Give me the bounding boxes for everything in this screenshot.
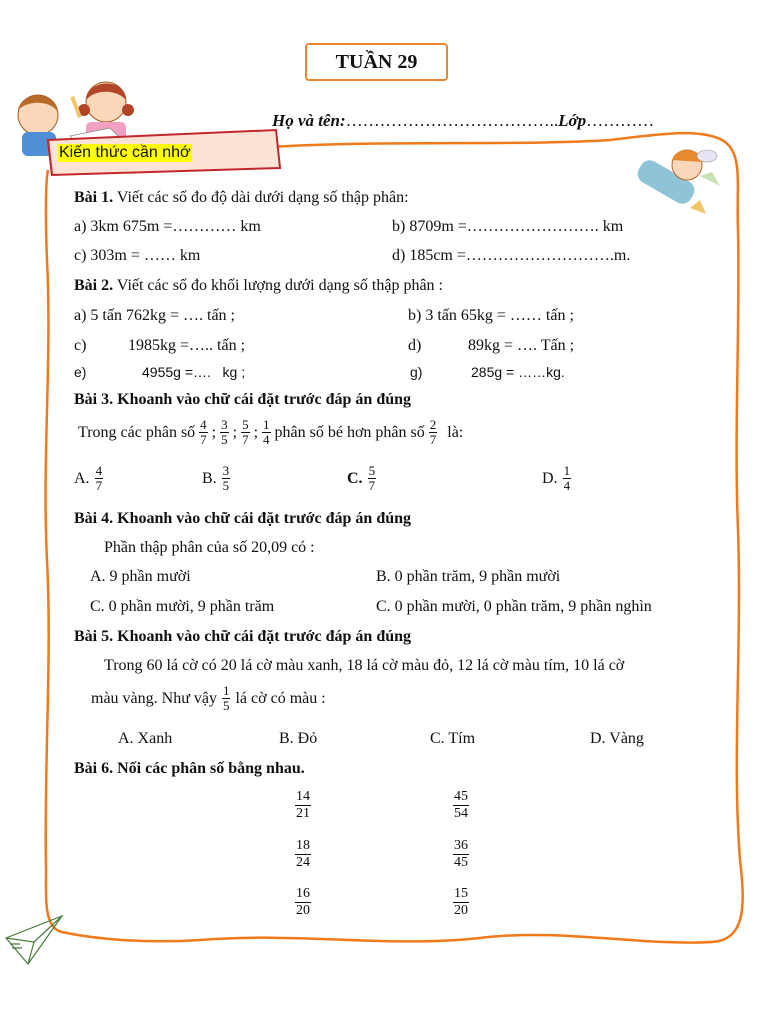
name-dots[interactable]: ……………………………….. — [345, 111, 559, 130]
denominator: 20 — [454, 903, 468, 918]
bai5-title: Bài 5. Khoanh vào chữ cái đặt trước đáp án đúng — [74, 628, 412, 645]
numerator: 4 — [95, 463, 103, 478]
bai2-e-label: e) — [74, 364, 87, 380]
numerator: 2 — [429, 417, 437, 432]
bai6-right-fraction-1[interactable] — [452, 789, 470, 822]
numerator: 3 — [221, 417, 228, 432]
bai5-option-d[interactable]: D. Vàng — [590, 730, 644, 747]
bai3-q-prefix: Trong các phân số — [78, 423, 196, 441]
denominator: 7 — [242, 432, 249, 447]
bai6-right-fraction-3[interactable] — [452, 886, 470, 919]
fraction — [95, 464, 104, 493]
option-letter: C. — [347, 469, 363, 487]
fraction — [222, 684, 231, 713]
numerator: 1 — [563, 463, 571, 478]
denominator: 5 — [222, 698, 230, 713]
bai3-title: Bài 3. Khoanh vào chữ cái đặt trước đáp án đúng — [74, 391, 412, 408]
bai5-option-c[interactable]: C. Tím — [430, 730, 476, 747]
denominator: 7 — [200, 432, 207, 447]
option-letter: A. — [74, 469, 90, 487]
bai5-line2-prefix: màu vàng. Như vậy — [91, 689, 217, 707]
separator: ; — [232, 423, 238, 441]
denominator: 54 — [454, 806, 468, 821]
bai6-left-fraction-3[interactable] — [294, 886, 312, 919]
numerator: 1 — [222, 683, 230, 698]
fraction — [368, 464, 377, 493]
option-letter: B. — [202, 469, 217, 487]
bai2-d-label: d) — [408, 337, 422, 354]
fraction — [220, 418, 229, 447]
denominator: 5 — [222, 478, 230, 493]
bai2-c: 1985kg =….. tấn ; — [128, 337, 246, 354]
bai6-left-fraction-1[interactable] — [294, 789, 312, 822]
fraction — [563, 464, 572, 493]
bai5-line1: Trong 60 lá cờ có 20 lá cờ màu xanh, 18 lá cờ màu đỏ, 12 lá cờ màu tím, 10 lá cờ — [104, 657, 625, 674]
bai3-q-mid: phân số bé hơn phân số — [274, 423, 425, 441]
bai5-line2-suffix: lá cờ có màu : — [235, 689, 326, 707]
class-label: Lớp — [558, 111, 587, 130]
bai1-b: b) 8709m =……………………. km — [392, 218, 624, 235]
bai5-line2 — [91, 684, 326, 713]
bai4-title: Bài 4. Khoanh vào chữ cái đặt trước đáp án đúng — [74, 510, 412, 527]
bai6-title: Bài 6. Nối các phân số bằng nhau. — [74, 760, 305, 777]
fraction — [453, 838, 469, 871]
bai4-question: Phần thập phân của số 20,09 có : — [104, 539, 315, 556]
denominator: 24 — [296, 855, 310, 870]
denominator: 7 — [429, 432, 437, 447]
bai3-question — [78, 418, 463, 447]
paper-plane-icon — [6, 916, 62, 964]
denominator: 20 — [296, 903, 310, 918]
numerator: 4 — [200, 417, 207, 432]
bai2-label: Bài 2. — [74, 277, 114, 294]
bai2-heading — [74, 277, 443, 295]
bai1-label: Bài 1. — [74, 189, 114, 206]
numerator: 18 — [296, 838, 310, 853]
fraction — [222, 464, 231, 493]
bai1-d: d) 185cm =……………………….m. — [392, 247, 631, 264]
name-line — [272, 111, 654, 131]
bai5-option-b[interactable]: B. Đỏ — [279, 730, 318, 747]
bai3-option-c[interactable] — [347, 464, 377, 493]
banner-label: Kiến thức cần nhớ — [59, 144, 191, 161]
bai4-option-a[interactable]: A. 9 phần mười — [90, 568, 191, 585]
fraction — [429, 418, 438, 447]
class-dots[interactable]: ………… — [586, 111, 655, 130]
bai6-left-fraction-2[interactable] — [294, 838, 312, 871]
bai1-c: c) 303m = …… km — [74, 247, 201, 264]
numerator: 14 — [296, 789, 310, 804]
numerator: 1 — [263, 417, 270, 432]
fraction — [199, 418, 208, 447]
bai3-option-b[interactable] — [202, 464, 231, 493]
bai2-b: b) 3 tấn 65kg = …… tấn ; — [408, 307, 574, 324]
bai1-text: Viết các số đo độ dài dưới dạng số thập phân: — [116, 189, 409, 206]
bai2-text: Viết các số đo khối lượng dưới dạng số thập phân : — [116, 277, 443, 294]
fraction — [453, 886, 469, 919]
fraction — [453, 789, 469, 822]
bai4-option-d[interactable]: C. 0 phần mười, 0 phần trăm, 9 phần nghìn — [376, 598, 652, 615]
bai5-option-a[interactable]: A. Xanh — [118, 730, 173, 747]
bai4-option-c[interactable]: C. 0 phần mười, 9 phần trăm — [90, 598, 275, 615]
week-title: TUẦN 29 — [305, 43, 448, 81]
denominator: 45 — [454, 855, 468, 870]
bai3-option-a[interactable] — [74, 464, 104, 493]
fraction — [295, 838, 311, 871]
denominator: 7 — [95, 478, 103, 493]
numerator: 5 — [368, 463, 376, 478]
numerator: 45 — [454, 789, 468, 804]
bai6-right-fraction-2[interactable] — [452, 838, 470, 871]
bai1-a: a) 3km 675m =………… km — [74, 218, 261, 235]
denominator: 7 — [368, 478, 376, 493]
separator: ; — [253, 423, 259, 441]
bai2-g-label: g) — [410, 364, 423, 380]
bai1-heading — [74, 189, 409, 207]
bai3-option-d[interactable] — [542, 464, 572, 493]
fraction — [295, 789, 311, 822]
numerator: 16 — [296, 886, 310, 901]
numerator: 5 — [242, 417, 249, 432]
numerator: 3 — [222, 463, 230, 478]
fraction — [241, 418, 250, 447]
girl-with-pencil-icon — [634, 150, 720, 214]
bai2-c-label: c) — [74, 337, 87, 354]
fraction — [295, 886, 311, 919]
denominator: 4 — [563, 478, 571, 493]
bai2-g: 285g = ……kg. — [471, 364, 565, 380]
numerator: 15 — [454, 886, 468, 901]
numerator: 36 — [454, 838, 468, 853]
denominator: 4 — [263, 432, 270, 447]
bai2-a: a) 5 tấn 762kg = …. tấn ; — [74, 307, 235, 324]
bai2-e: 4955g =…. kg ; — [142, 364, 246, 380]
denominator: 21 — [296, 806, 310, 821]
denominator: 5 — [221, 432, 228, 447]
fraction — [262, 418, 271, 447]
option-letter: D. — [542, 469, 558, 487]
name-label: Họ và tên: — [272, 111, 346, 130]
bai4-option-b[interactable]: B. 0 phần trăm, 9 phần mười — [376, 568, 561, 585]
bai2-d: 89kg = …. Tấn ; — [468, 337, 575, 354]
bai3-q-suffix: là: — [447, 423, 464, 441]
separator: ; — [211, 423, 217, 441]
